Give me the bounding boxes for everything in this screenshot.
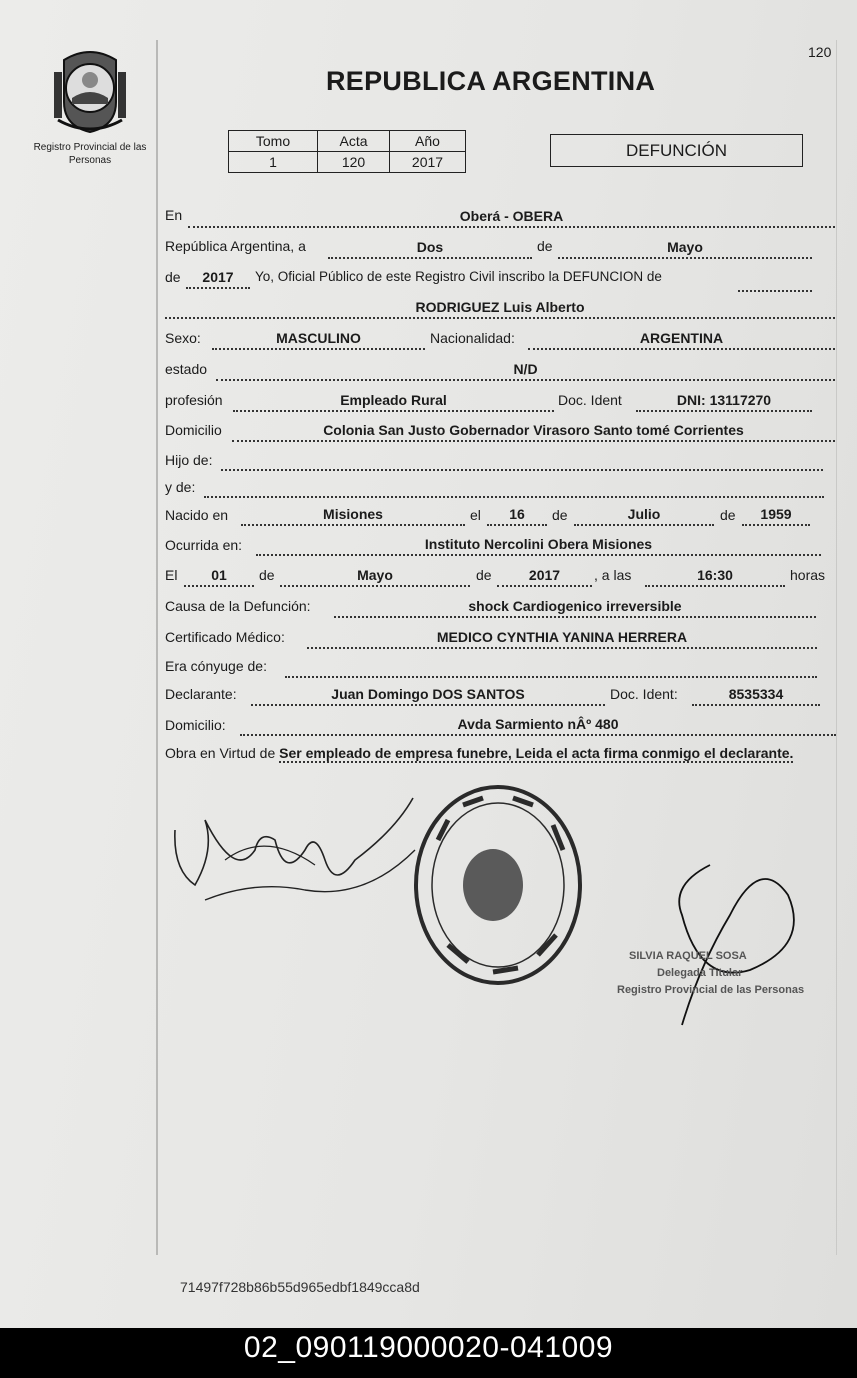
label-doc-ident: Doc. Ident bbox=[558, 392, 622, 408]
label-de-1: de bbox=[537, 238, 553, 254]
label-conyuge: Era cónyuge de: bbox=[165, 658, 267, 674]
label-doc-ident-2: Doc. Ident: bbox=[610, 686, 678, 702]
label-domicilio-2: Domicilio: bbox=[165, 717, 226, 733]
page-number: 120 bbox=[808, 44, 832, 60]
label-y-de: y de: bbox=[165, 479, 196, 495]
anio-value: 2017 bbox=[390, 152, 466, 173]
official-name: SILVIA RAQUEL SOSA bbox=[629, 950, 747, 962]
official-office: Registro Provincial de las Personas bbox=[617, 984, 805, 996]
field-nac-anio: 1959 bbox=[742, 504, 810, 526]
label-sexo: Sexo: bbox=[165, 330, 201, 346]
field-profesion: Empleado Rural bbox=[233, 390, 554, 412]
anio-header: Año bbox=[390, 131, 466, 152]
field-nacionalidad: ARGENTINA bbox=[528, 328, 835, 350]
field-obra-virtud: Ser empleado de empresa funebre, Leida el acta firma conmigo el declarante. bbox=[279, 745, 794, 761]
left-margin-rule bbox=[156, 40, 158, 1255]
official-role: Delegada Titular bbox=[657, 967, 743, 979]
right-margin-rule bbox=[836, 40, 837, 1255]
official-signature bbox=[610, 855, 810, 1035]
label-declarante: Declarante: bbox=[165, 686, 237, 702]
label-el: el bbox=[470, 507, 481, 523]
field-nac-dia: 16 bbox=[487, 504, 547, 526]
label-ocurrida-en: Ocurrida en: bbox=[165, 537, 243, 553]
field-estado: N/D bbox=[216, 359, 835, 381]
province-crest-logo bbox=[50, 42, 130, 134]
label-estado: estado bbox=[165, 361, 208, 377]
label-de-2: de bbox=[165, 269, 181, 285]
label-profesion: profesión bbox=[165, 392, 223, 408]
label-a-las: , a las bbox=[594, 567, 632, 583]
field-def-mes: Mayo bbox=[280, 565, 470, 587]
label-domicilio: Domicilio bbox=[165, 422, 222, 438]
footer-id: 02_090119000020-041009 bbox=[243, 1331, 614, 1364]
field-dia: Dos bbox=[328, 237, 532, 259]
record-type-box: DEFUNCIÓN bbox=[550, 134, 803, 167]
field-mes: Mayo bbox=[558, 237, 812, 259]
footer-id-bar bbox=[0, 1328, 857, 1378]
document-hash: 71497f728b86b55d965edbf1849cca8d bbox=[180, 1279, 420, 1295]
field-certificado: MEDICO CYNTHIA YANINA HERRERA bbox=[307, 627, 817, 649]
document-title: REPUBLICA ARGENTINA bbox=[326, 66, 656, 96]
field-nac-mes: Julio bbox=[574, 504, 714, 526]
record-table bbox=[228, 130, 466, 173]
field-blank-yo bbox=[738, 270, 812, 292]
official-name-block bbox=[617, 948, 804, 999]
field-hora: 16:30 bbox=[645, 565, 785, 587]
acta-header: Acta bbox=[318, 131, 390, 152]
field-domicilio: Colonia San Justo Gobernador Virasoro Santo tomé Corrientes bbox=[232, 420, 835, 442]
label-de-3: de bbox=[552, 507, 568, 523]
field-y-de bbox=[204, 476, 824, 498]
label-de-5: de bbox=[259, 567, 275, 583]
label-republica: República Argentina, a bbox=[165, 238, 306, 254]
tomo-header: Tomo bbox=[229, 131, 318, 152]
field-sexo: MASCULINO bbox=[212, 328, 425, 350]
field-ocurrida-en: Instituto Nercolini Obera Misiones bbox=[256, 534, 821, 556]
declarant-signature bbox=[165, 790, 425, 920]
label-nacionalidad: Nacionalidad: bbox=[430, 330, 515, 346]
label-de-6: de bbox=[476, 567, 492, 583]
field-hijo-de bbox=[221, 449, 823, 471]
field-causa: shock Cardiogenico irreversible bbox=[334, 596, 816, 618]
label-obra: Obra en Virtud de bbox=[165, 745, 276, 761]
label-yo: Yo, Oficial Público de este Registro Civil inscribo la DEFUNCION de bbox=[255, 269, 662, 284]
field-dni: DNI: 13117270 bbox=[636, 390, 812, 412]
tomo-value: 1 bbox=[229, 152, 318, 173]
field-def-dia: 01 bbox=[184, 565, 254, 587]
label-causa: Causa de la Defunción: bbox=[165, 598, 311, 614]
field-declarante-domicilio: Avda Sarmiento nÂº 480 bbox=[240, 714, 836, 736]
acta-value: 120 bbox=[318, 152, 390, 173]
field-nacido-en: Misiones bbox=[241, 504, 465, 526]
field-def-anio: 2017 bbox=[497, 565, 592, 587]
field-nombre: RODRIGUEZ Luis Alberto bbox=[165, 297, 835, 319]
label-nacido-en: Nacido en bbox=[165, 507, 229, 523]
official-stamp bbox=[408, 780, 588, 990]
field-anio: 2017 bbox=[186, 267, 250, 289]
label-el-cap: El bbox=[165, 567, 178, 583]
field-lugar: Oberá - OBERA bbox=[188, 206, 835, 228]
label-horas: horas bbox=[790, 567, 826, 583]
label-certificado: Certificado Médico: bbox=[165, 629, 285, 645]
label-hijo-de: Hijo de: bbox=[165, 452, 213, 468]
field-declarante-doc: 8535334 bbox=[692, 684, 820, 706]
field-declarante: Juan Domingo DOS SANTOS bbox=[251, 684, 605, 706]
obra-en-virtud bbox=[165, 743, 837, 764]
label-de-4: de bbox=[720, 507, 736, 523]
registry-label: Registro Provincial de las Personas bbox=[33, 142, 147, 166]
label-en: En bbox=[165, 207, 183, 223]
field-conyuge bbox=[285, 656, 817, 678]
